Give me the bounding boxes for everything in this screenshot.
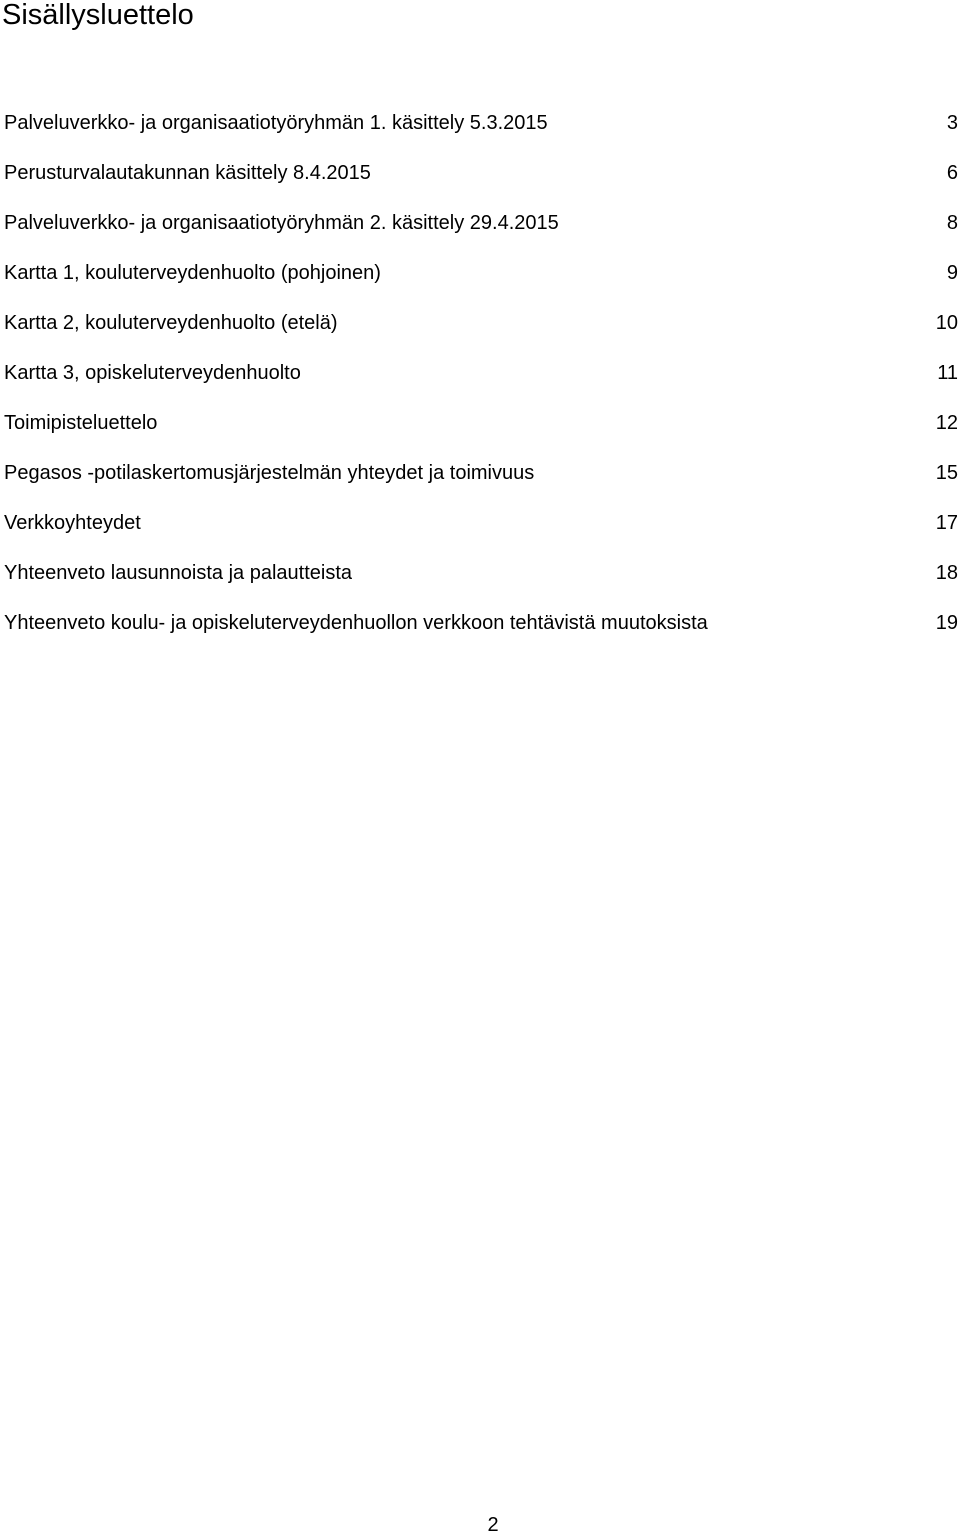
toc-entry <box>4 508 958 558</box>
page-title: Sisällysluettelo <box>2 0 194 31</box>
toc-entry <box>4 608 958 658</box>
table-of-contents <box>4 108 958 658</box>
toc-entry <box>4 458 958 508</box>
toc-entry-page: 18 <box>935 562 958 584</box>
toc-entry <box>4 558 958 608</box>
toc-entry-title: Yhteenveto koulu- ja opiskeluterveydenhuollon verkkoon tehtävistä muutoksista <box>4 612 708 634</box>
toc-entry <box>4 158 958 208</box>
toc-entry-page: 10 <box>935 312 958 334</box>
toc-entry-page: 12 <box>935 412 958 434</box>
page-number: 2 <box>487 1514 499 1536</box>
toc-entry <box>4 208 958 258</box>
toc-entry-title: Yhteenveto lausunnoista ja palautteista <box>4 562 353 584</box>
toc-entry-page: 9 <box>946 262 958 284</box>
toc-entry-title: Palveluverkko- ja organisaatiotyöryhmän 2. käsittely 29.4.2015 <box>4 212 559 234</box>
toc-entry <box>4 108 958 158</box>
toc-entry-page: 6 <box>946 162 958 184</box>
toc-entry <box>4 308 958 358</box>
toc-entry-page: 11 <box>937 362 958 384</box>
toc-entry-page: 19 <box>935 612 958 634</box>
toc-entry <box>4 258 958 308</box>
toc-entry-title: Verkkoyhteydet <box>4 512 141 534</box>
toc-entry-title: Kartta 2, kouluterveydenhuolto (etelä) <box>4 312 338 334</box>
toc-entry-title: Kartta 1, kouluterveydenhuolto (pohjoinen) <box>4 262 381 284</box>
toc-entry-page: 3 <box>946 112 958 134</box>
toc-entry <box>4 358 958 408</box>
toc-entry <box>4 408 958 458</box>
toc-entry-page: 8 <box>946 212 958 234</box>
toc-entry-title: Palveluverkko- ja organisaatiotyöryhmän 1. käsittely 5.3.2015 <box>4 112 548 134</box>
toc-entry-title: Toimipisteluettelo <box>4 412 158 434</box>
toc-entry-title: Pegasos -potilaskertomusjärjestelmän yhteydet ja toimivuus <box>4 462 535 484</box>
toc-entry-title: Perusturvalautakunnan käsittely 8.4.2015 <box>4 162 371 184</box>
toc-entry-page: 15 <box>935 462 958 484</box>
toc-entry-page: 17 <box>935 512 958 534</box>
toc-entry-title: Kartta 3, opiskeluterveydenhuolto <box>4 362 301 384</box>
